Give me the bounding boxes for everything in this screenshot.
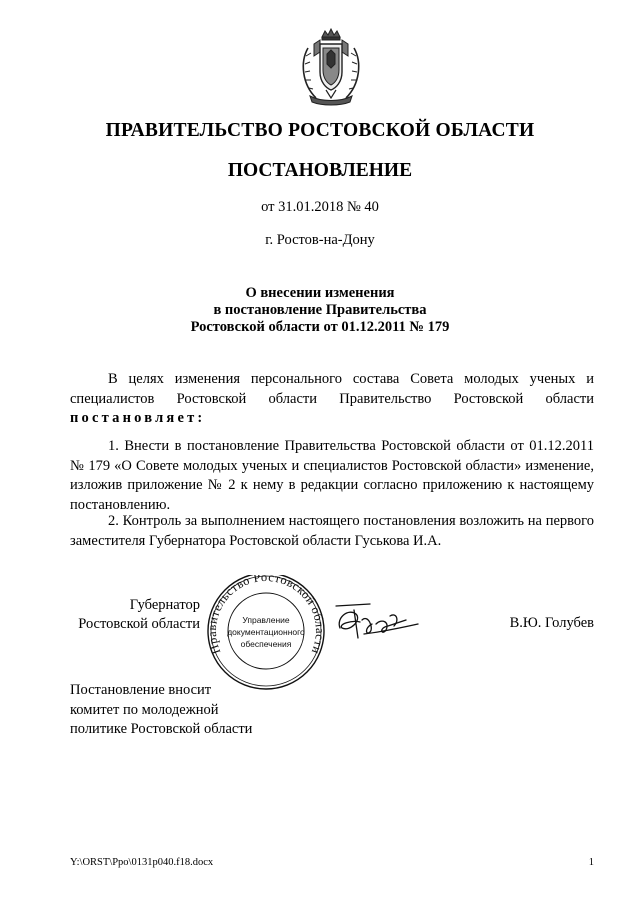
position-line: Губернатор <box>129 597 200 613</box>
stamp-ring-path: Правительство Ростовской области <box>204 575 328 657</box>
stamp-inner-line: обеспечения <box>240 639 292 649</box>
clause-1-paragraph: 1. Внести в постановление Правительства Ростовской области от 01.12.2011 № 179 «О Совете молодых ученых и специалистов Ростовской области» изменение, изложив приложение № 2 к нему в редакции согласно приложению к настоящему постановлению. <box>70 438 594 513</box>
note-line: комитет по молодежной <box>70 701 219 718</box>
stamp-inner-line: документационного <box>227 627 305 637</box>
subject-line: О внесении изменения <box>245 285 395 301</box>
decree-verb: постановляет: <box>70 410 206 426</box>
submitter-note <box>70 681 330 740</box>
note-line: политике Ростовской области <box>70 721 253 737</box>
coat-of-arms-emblem <box>296 28 366 110</box>
signature-icon <box>330 598 450 644</box>
page-number: 1 <box>588 857 594 868</box>
organization-title: ПРАВИТЕЛЬСТВО РОСТОВСКОЙ ОБЛАСТИ <box>105 120 535 141</box>
note-line: Постановление вносит <box>70 682 212 698</box>
clause-2-paragraph: 2. Контроль за выполнением настоящего постановления возложить на первого заместителя Губернатора Ростовской области Гуськова И.А. <box>70 513 594 549</box>
signatory-name: В.Ю. Голубев <box>509 615 594 631</box>
document-date-number: от 31.01.2018 № 40 <box>261 199 379 215</box>
signatory-position <box>70 596 200 634</box>
preamble-text: В целях изменения персонального состава Совета молодых ученых и специалистов Ростовской области Правительство Ростовской области <box>70 371 594 407</box>
official-stamp <box>196 575 336 693</box>
document-subject <box>0 285 640 336</box>
preamble-paragraph <box>70 370 594 429</box>
stamp-inner-line: Управление <box>242 615 290 625</box>
subject-line: Ростовской области от 01.12.2011 № 179 <box>190 319 450 335</box>
handwritten-signature <box>330 598 450 644</box>
footer-file-path: Y:\ORST\Ppo\0131p040.f18.docx <box>70 857 214 868</box>
stamp-seal-icon <box>196 575 336 693</box>
subject-line: в постановление Правительства <box>213 302 427 318</box>
document-city: г. Ростов-на-Дону <box>265 232 375 248</box>
coat-of-arms-icon <box>296 28 366 110</box>
document-type-heading: ПОСТАНОВЛЕНИЕ <box>227 160 413 181</box>
position-line: Ростовской области <box>78 616 200 632</box>
